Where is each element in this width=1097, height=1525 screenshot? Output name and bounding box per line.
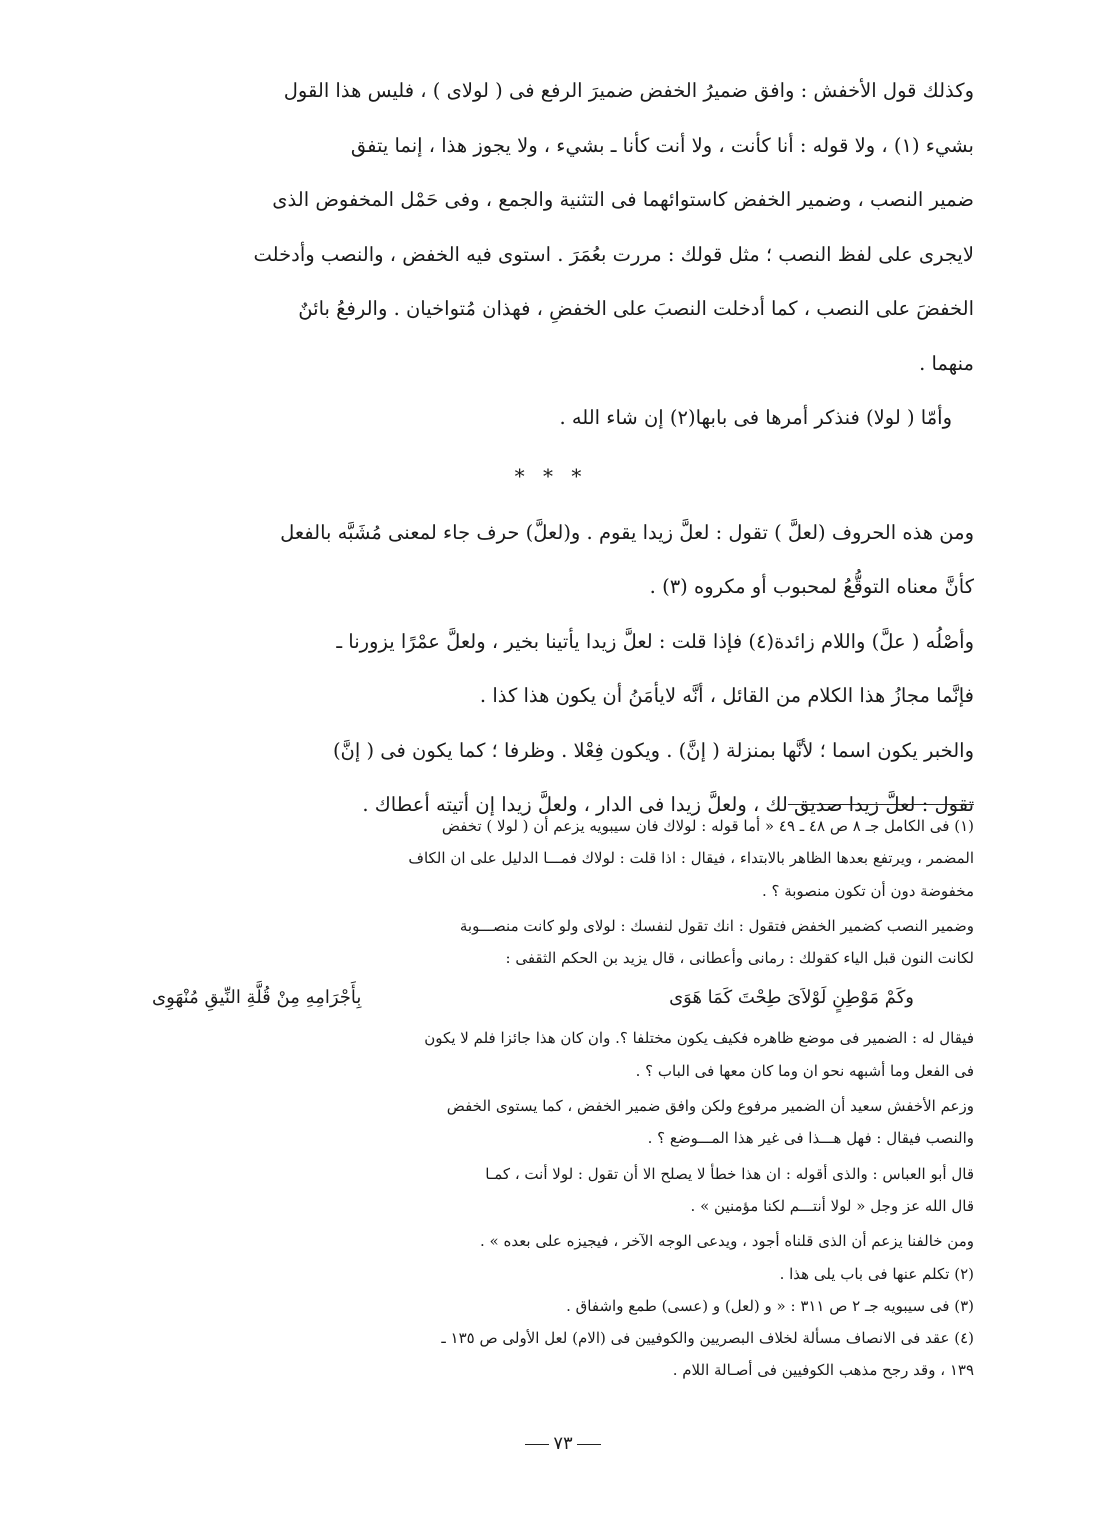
- footnote-line: وضمير النصب كضمير الخفض فتقول : انك تقول لنفسك : لولاى ولو كانت منصـــوبة: [459, 916, 974, 935]
- text-line: الخفضَ على النصب ، كما أدخلت النصبَ على الخفضِ ، فهذان مُتواخيان . والرفعُ بائنٌ: [298, 297, 974, 320]
- dash-decoration: [577, 1444, 601, 1445]
- footnotes: [128, 810, 974, 1387]
- footnote-divider: [788, 804, 974, 805]
- text-line: فإنَّما مجازُ هذا الكلام من القائل ، أنَّه لايأمَنُ أن يكون هذا كذا .: [479, 684, 974, 707]
- footnote-2: (٢) تكلم عنها فى باب يلى هذا .: [779, 1264, 974, 1283]
- page-number-value: ٧٣: [553, 1433, 573, 1454]
- footnote-line: فيقال له : الضمير فى موضع ظاهره فكيف يكون مختلفا ؟. وان كان هذا جائزا فلم لا يكون: [424, 1029, 974, 1048]
- page-number: [508, 1433, 618, 1454]
- footnote-line: (١) فى الكامل جـ ٨ ص ٤٨ ـ ٤٩ « أما قوله : لولاك فان سيبويه يزعم أن ( لولا ) تخفض: [441, 817, 974, 835]
- footnote-3: (٣) فى سيبويه جـ ٢ ص ٣١١ : « و (لعل) و (عسى) طمع واشفاق .: [566, 1296, 974, 1315]
- main-text: [128, 64, 974, 833]
- footnote-line: فى الفعل وما أشبهه نحو ان وما كان معها فى الباب ؟ .: [635, 1061, 974, 1080]
- footnote-line: وزعم الأخفش سعيد أن الضمير مرفوع ولكن وافق ضمير الخفض ، كما يستوى الخفض: [446, 1097, 974, 1116]
- paragraph-4: [128, 615, 974, 724]
- text-line: كأنَّ معناه التوقُّعُ لمحبوب أو مكروه (٣) .: [649, 575, 974, 598]
- section-separator: * * *: [514, 463, 588, 488]
- footnote-line: قال أبو العباس : والذى أقوله : ان هذا خطأ لا يصلح الا أن تقول : لولا أنت ، كمـا: [485, 1164, 974, 1183]
- poetry-verse: [128, 974, 974, 1022]
- footnote-line: (٤) عقد فى الانصاف مسألة لخلاف البصريين والكوفيين فى (الام) لعل الأولى ص ١٣٥ ـ: [441, 1329, 974, 1348]
- paragraph-1: [128, 64, 974, 391]
- verse-second-hemistich: بِأَجْرَامِهِ مِنْ قُلَّةِ النِّيقِ مُنْهَوِى: [152, 987, 362, 1009]
- text-line: لايجرى على لفظ النصب ؛ مثل قولك : مررت بعُمَرَ . استوى فيه الخفض ، والنصب وأدخلت: [253, 242, 974, 266]
- text-line: تقول : لعلَّ زيدا صديق لك ، ولعلَّ زيدا فى الدار ، ولعلَّ زيدا إن أتيته أعطاك .: [362, 793, 974, 816]
- footnote-line: ومن خالفنا يزعم أن الذى قلناه أجود ، ويدعى الوجه الآخر ، فيجيزه على بعده » .: [479, 1232, 974, 1251]
- footnote-line: قال الله عز وجل « لولا أنتـــم لكنا مؤمنين » .: [690, 1196, 974, 1215]
- footnote-line: والنصب فيقال : فهل هـــذا فى غير هذا المـــوضع ؟ .: [647, 1129, 974, 1148]
- verse-first-hemistich: وكَمْ مَوْطِنٍ لَوْلاَىَ طِحْتَ كَمَا هَوَى: [669, 987, 914, 1009]
- text-line: والخبر يكون اسما ؛ لأنَّها بمنزلة ( إنَّ) . ويكون فِعْلا . وظرفا ؛ كما يكون فى ( إنَّ): [332, 738, 974, 762]
- footnote-line: ١٣٩ ، وقد رجح مذهب الكوفيين فى أصـالة اللام .: [672, 1361, 974, 1380]
- footnote-1: [128, 810, 974, 1258]
- text-line: وأصْلُه ( علَّ) واللام زائدة(٤) فإذا قلت : لعلَّ زيدا يأتينا بخير ، ولعلَّ عمْرًا يزورنا ـ: [336, 629, 974, 653]
- footnote-line: مخفوضة دون أن تكون منصوبة ؟ .: [761, 881, 974, 900]
- dash-decoration: [525, 1444, 549, 1445]
- text-line: ضمير النصب ، وضمير الخفض كاستوائهما فى التثنية والجمع ، وفى حَمْل المخفوض الذى: [272, 188, 974, 211]
- text-line: بشيء (١) ، ولا قوله : أنا كأنت ، ولا أنت كأنا ـ بشيء ، ولا يجوز هذا ، إنما يتفق: [350, 133, 974, 157]
- text-line: منهما .: [919, 351, 974, 375]
- text-line: ومن هذه الحروف (لعلَّ ) تقول : لعلَّ زيدا يقوم . و(لعلَّ) حرف جاء لمعنى مُشَبَّه بالفعل: [280, 520, 974, 544]
- text-line: وكذلك قول الأخفش : وافق ضميرُ الخفض ضميرَ الرفع فى ( لولاى ) ، فليس هذا القول: [283, 79, 974, 102]
- footnote-4: [128, 1322, 974, 1387]
- footnote-line: لكانت النون قبل الياء كقولك : رمانى وأعطانى ، قال يزيد بن الحكم الثقفى :: [505, 949, 974, 968]
- text-line: وأمّا ( لولا) فنذكر أمرها فى بابها(٢) إن شاء الله .: [559, 406, 952, 429]
- paragraph-3: [128, 506, 974, 615]
- paragraph-2: [128, 391, 974, 446]
- footnote-line: المضمر ، ويرتفع بعدها الظاهر بالابتداء ، فيقال : اذا قلت : لولاك فمـــا الدليل على ان الكاف: [408, 849, 974, 868]
